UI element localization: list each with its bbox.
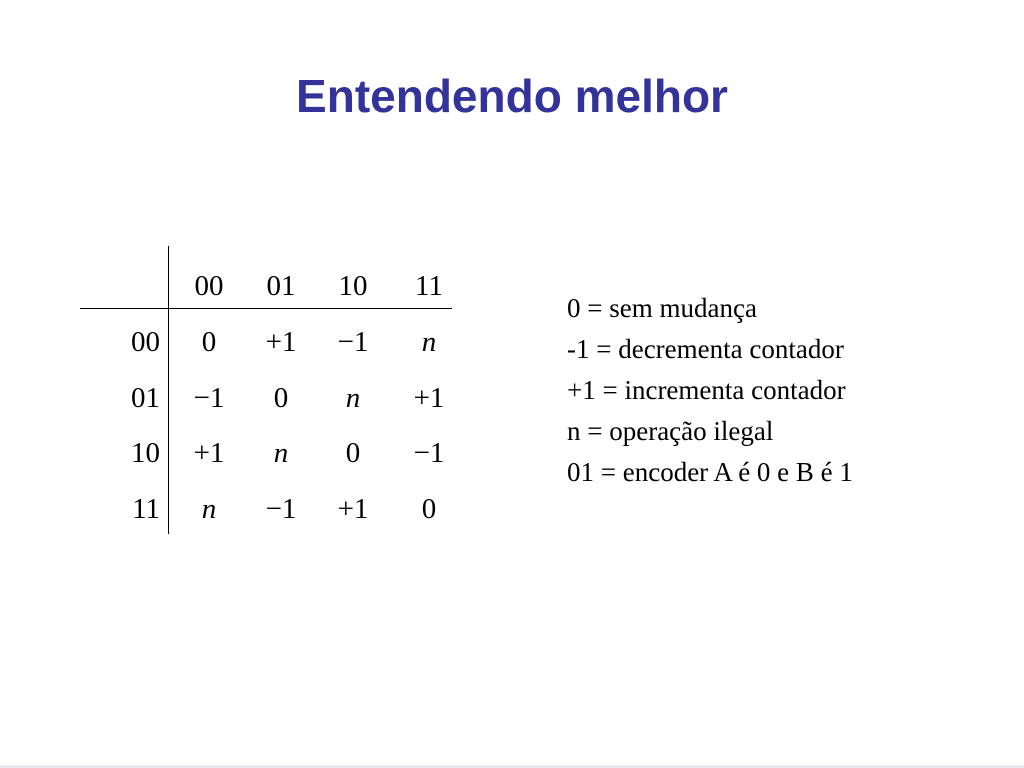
table-cell: +1	[265, 326, 297, 358]
table-cell: 0	[421, 493, 437, 525]
column-header: 01	[266, 270, 296, 302]
column-header: 11	[415, 270, 443, 302]
row-header: 11	[132, 493, 160, 525]
legend-line: n = operação ilegal	[567, 416, 774, 446]
row-header: 01	[131, 382, 160, 414]
table-cell: −1	[265, 493, 297, 525]
table-vertical-divider	[168, 246, 169, 534]
column-header: 10	[338, 270, 368, 302]
table-cell: −1	[337, 326, 369, 358]
table-cell: 0	[273, 382, 289, 414]
table-cell: −1	[193, 382, 225, 414]
column-header: 00	[194, 270, 224, 302]
legend	[567, 288, 853, 493]
row-header: 00	[131, 326, 160, 358]
table-cell: +1	[337, 493, 369, 525]
legend-line: +1 = incrementa contador	[567, 375, 846, 405]
table-cell: 0	[201, 326, 217, 358]
legend-line: 0 = sem mudança	[567, 293, 757, 323]
legend-line: -1 = decrementa contador	[567, 334, 844, 364]
table-cell: n	[345, 382, 361, 414]
legend-line: 01 = encoder A é 0 e B é 1	[567, 457, 853, 487]
table-cell: 0	[345, 437, 361, 469]
table-cell: n	[273, 437, 289, 469]
state-transition-table	[80, 246, 454, 536]
table-cell: +1	[193, 437, 225, 469]
row-header: 10	[131, 437, 160, 469]
table-cell: +1	[413, 382, 445, 414]
table-cell: −1	[413, 437, 445, 469]
slide-title: Entendendo melhor	[296, 70, 728, 122]
table-horizontal-divider	[80, 308, 452, 309]
table-cell: n	[201, 493, 217, 525]
table-cell: n	[421, 326, 437, 358]
